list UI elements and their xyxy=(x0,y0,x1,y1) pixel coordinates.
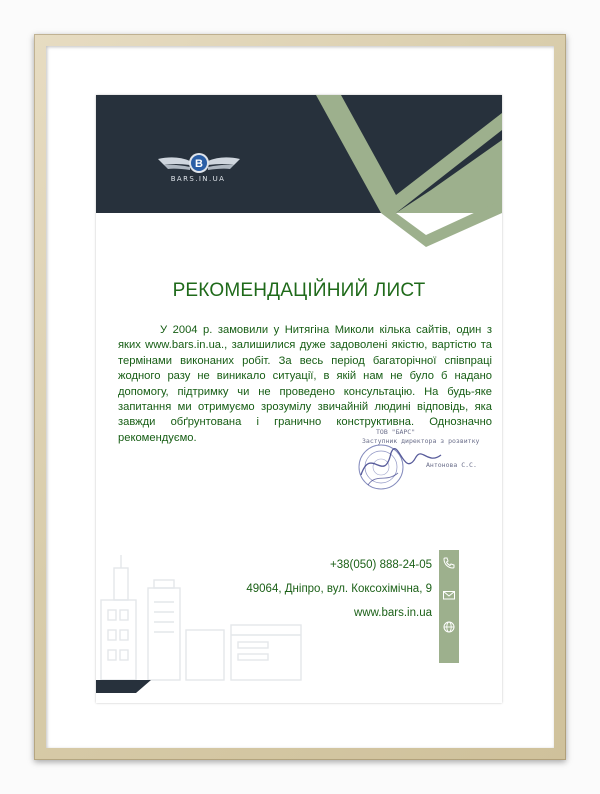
letter-title: РЕКОМЕНДАЦІЙНИЙ ЛИСТ xyxy=(172,280,426,301)
globe-icon xyxy=(442,620,456,634)
contact-icons-strip xyxy=(439,550,459,663)
signature-company: ТОВ "БАРС" xyxy=(376,428,416,436)
contact-address: 49064, Дніпро, вул. Коксохімічна, 9 xyxy=(246,583,432,595)
contacts-block xyxy=(246,558,432,630)
recommendation-letter xyxy=(96,95,502,703)
logo-letter: B xyxy=(195,158,203,170)
phone-icon xyxy=(442,556,456,570)
contact-website: www.bars.in.ua xyxy=(354,607,432,619)
logo-text: BARS.IN.UA xyxy=(170,175,226,183)
signature-position: Заступник директора з розвитку xyxy=(362,437,480,445)
signature-block xyxy=(346,425,496,505)
mail-icon xyxy=(442,588,456,602)
letter-body: У 2004 р. замовили у Нитягіна Миколи кілька сайтів, один з яких www.bars.in.ua., залишилися дуже задоволені якістю, вартістю та термінами виконаних робіт. За весь період багаторічної співпраці жодного разу не виникало ситуації, в якій нам не було б надано допомогу, підтримку чи не проведено консультацію. На будь-яке запитання ми отримуємо зрозумілу звичайній людині відповідь, яка завжди обґрунтована і гранично конструктивна. Однозначно рекомендуємо. xyxy=(118,324,492,444)
signature-name: Антонова С.С. xyxy=(426,461,477,469)
contact-phone: +38(050) 888-24-05 xyxy=(330,559,432,571)
bottom-dark-corner xyxy=(96,680,151,693)
